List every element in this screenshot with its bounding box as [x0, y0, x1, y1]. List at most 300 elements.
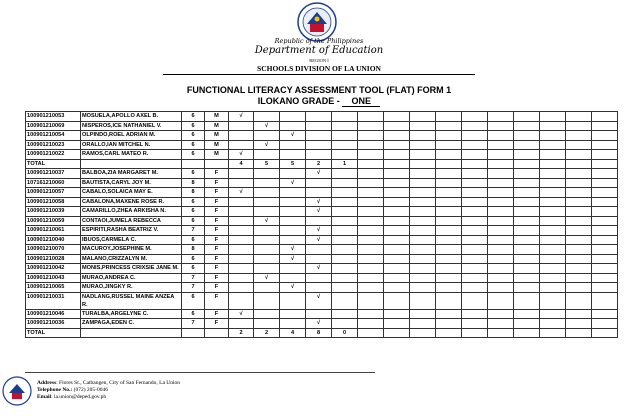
empty-cell [566, 140, 592, 150]
empty-cell [410, 131, 436, 141]
check-col-5 [332, 188, 358, 198]
empty-cell [514, 150, 540, 160]
name-cell: MONIS,PRINCESS CRIXSIE JANE M. [81, 264, 182, 274]
empty-cell [436, 159, 462, 169]
email-text: : la.union@deped.gov.ph [51, 394, 107, 400]
header-divider [163, 74, 475, 75]
empty-cell [592, 216, 618, 226]
check-col-1 [229, 121, 254, 131]
empty-cell [410, 245, 436, 255]
empty-cell [384, 131, 410, 141]
grade-label: ILOKANO GRADE - [257, 96, 340, 106]
empty-cell [514, 254, 540, 264]
empty-cell [514, 264, 540, 274]
empty-cell [540, 226, 566, 236]
empty-cell [566, 283, 592, 293]
check-col-1: √ [229, 309, 254, 319]
empty-cell [592, 245, 618, 255]
empty-cell [540, 140, 566, 150]
check-col-2 [254, 292, 280, 309]
empty-cell [566, 197, 592, 207]
empty-cell [514, 188, 540, 198]
empty-cell [592, 319, 618, 329]
empty-cell [358, 328, 384, 338]
empty-cell [592, 188, 618, 198]
check-col-1: 4 [229, 159, 254, 169]
empty-cell [540, 197, 566, 207]
empty-cell [410, 140, 436, 150]
check-col-3 [280, 207, 306, 217]
sex-cell: M [205, 131, 229, 141]
empty-cell [514, 140, 540, 150]
check-col-3 [280, 140, 306, 150]
empty-cell [384, 121, 410, 131]
lrn-cell: TOTAL [26, 328, 81, 338]
check-col-2 [254, 131, 280, 141]
check-col-3: √ [280, 283, 306, 293]
sex-cell: F [205, 188, 229, 198]
sex-cell: M [205, 150, 229, 160]
total-row [26, 159, 618, 169]
empty-cell [436, 178, 462, 188]
check-col-2 [254, 112, 280, 122]
sex-cell: F [205, 254, 229, 264]
check-col-1: √ [229, 112, 254, 122]
empty-cell [540, 188, 566, 198]
empty-cell [540, 273, 566, 283]
empty-cell [514, 273, 540, 283]
empty-cell [384, 292, 410, 309]
empty-cell [488, 264, 514, 274]
empty-cell [384, 273, 410, 283]
empty-cell [410, 178, 436, 188]
empty-cell [462, 273, 488, 283]
sex-cell: M [205, 112, 229, 122]
empty-cell [436, 292, 462, 309]
check-col-4: √ [306, 197, 332, 207]
lrn-cell: 100901210042 [26, 264, 81, 274]
check-col-1 [229, 207, 254, 217]
check-col-2: 2 [254, 328, 280, 338]
check-col-2 [254, 178, 280, 188]
empty-cell [436, 319, 462, 329]
empty-cell [384, 235, 410, 245]
empty-cell [566, 121, 592, 131]
check-col-4 [306, 178, 332, 188]
empty-cell [384, 150, 410, 160]
check-col-1 [229, 131, 254, 141]
empty-cell [436, 245, 462, 255]
sex-cell: F [205, 273, 229, 283]
empty-cell [384, 178, 410, 188]
empty-cell [514, 245, 540, 255]
check-col-5 [332, 150, 358, 160]
empty-cell [410, 283, 436, 293]
empty-cell [514, 283, 540, 293]
check-col-1 [229, 235, 254, 245]
check-col-4 [306, 273, 332, 283]
lrn-cell: 100901210040 [26, 235, 81, 245]
empty-cell [540, 264, 566, 274]
check-col-4: √ [306, 264, 332, 274]
check-col-5 [332, 140, 358, 150]
empty-cell [488, 245, 514, 255]
empty-cell [384, 283, 410, 293]
empty-cell [566, 309, 592, 319]
empty-cell [358, 207, 384, 217]
name-cell: CABALONA,MAXENE ROSE R. [81, 197, 182, 207]
check-col-3 [280, 292, 306, 309]
empty-cell [540, 235, 566, 245]
lrn-cell: 100901210023 [26, 140, 81, 150]
check-col-4 [306, 140, 332, 150]
empty-cell [488, 131, 514, 141]
empty-cell [540, 245, 566, 255]
empty-cell [436, 131, 462, 141]
name-cell: CABALO,SOLAICA MAY E. [81, 188, 182, 198]
lrn-cell: 100901210069 [26, 121, 81, 131]
check-col-4: √ [306, 235, 332, 245]
empty-cell [540, 159, 566, 169]
check-col-2 [254, 169, 280, 179]
sex-cell: F [205, 319, 229, 329]
age-cell: 6 [182, 292, 205, 309]
check-col-4 [306, 216, 332, 226]
deped-seal-logo [297, 2, 337, 42]
check-col-2 [254, 226, 280, 236]
empty-cell [540, 121, 566, 131]
empty-cell [436, 150, 462, 160]
name-cell: CONTAOI,JUMELA REBECCA [81, 216, 182, 226]
table-row [26, 226, 618, 236]
empty-cell [566, 245, 592, 255]
lrn-cell: 100901210022 [26, 150, 81, 160]
empty-cell [592, 254, 618, 264]
empty-cell [358, 309, 384, 319]
sex-cell: F [205, 283, 229, 293]
empty-cell [488, 188, 514, 198]
name-cell: TURALBA,ARGELYNE C. [81, 309, 182, 319]
age-cell: 6 [182, 150, 205, 160]
form-title: FUNCTIONAL LITERACY ASSESSMENT TOOL (FLAT) FORM 1 [186, 85, 452, 95]
empty-cell [488, 226, 514, 236]
check-col-4: √ [306, 207, 332, 217]
empty-cell [358, 245, 384, 255]
empty-cell [436, 216, 462, 226]
empty-cell [488, 319, 514, 329]
empty-cell [410, 226, 436, 236]
sex-cell [205, 328, 229, 338]
empty-cell [436, 140, 462, 150]
age-cell: 7 [182, 283, 205, 293]
check-col-1: √ [229, 150, 254, 160]
empty-cell [436, 328, 462, 338]
empty-cell [540, 283, 566, 293]
sex-cell: F [205, 207, 229, 217]
empty-cell [462, 140, 488, 150]
empty-cell [462, 245, 488, 255]
lrn-cell: 100901210053 [26, 112, 81, 122]
empty-cell [410, 273, 436, 283]
check-col-4: 2 [306, 159, 332, 169]
empty-cell [358, 131, 384, 141]
empty-cell [566, 150, 592, 160]
table-row [26, 140, 618, 150]
empty-cell [592, 328, 618, 338]
check-col-2 [254, 245, 280, 255]
empty-cell [514, 121, 540, 131]
name-cell: CAMARILLO,ZHEA ARKISHA N. [81, 207, 182, 217]
empty-cell [540, 254, 566, 264]
check-col-5 [332, 273, 358, 283]
empty-cell [462, 216, 488, 226]
empty-cell [462, 112, 488, 122]
check-col-3 [280, 197, 306, 207]
check-col-3: 5 [280, 159, 306, 169]
empty-cell [384, 264, 410, 274]
table-row [26, 121, 618, 131]
empty-cell [410, 216, 436, 226]
empty-cell [384, 159, 410, 169]
check-col-3 [280, 216, 306, 226]
total-row [26, 328, 618, 338]
name-cell [81, 159, 182, 169]
check-col-1: 2 [229, 328, 254, 338]
empty-cell [592, 178, 618, 188]
check-col-4 [306, 121, 332, 131]
age-cell: 7 [182, 226, 205, 236]
check-col-3: √ [280, 245, 306, 255]
age-cell: 6 [182, 235, 205, 245]
empty-cell [436, 188, 462, 198]
empty-cell [358, 273, 384, 283]
age-cell: 6 [182, 309, 205, 319]
empty-cell [540, 216, 566, 226]
empty-cell [436, 254, 462, 264]
empty-cell [592, 159, 618, 169]
age-cell: 6 [182, 207, 205, 217]
check-col-4 [306, 131, 332, 141]
empty-cell [436, 264, 462, 274]
check-col-4 [306, 309, 332, 319]
empty-cell [592, 150, 618, 160]
empty-cell [566, 131, 592, 141]
name-cell: ESPIRITI,RASHA BEATRIZ V. [81, 226, 182, 236]
check-col-5 [332, 112, 358, 122]
empty-cell [566, 226, 592, 236]
sex-cell: F [205, 216, 229, 226]
empty-cell [358, 112, 384, 122]
empty-cell [410, 207, 436, 217]
empty-cell [566, 188, 592, 198]
empty-cell [514, 235, 540, 245]
empty-cell [540, 112, 566, 122]
check-col-2 [254, 283, 280, 293]
empty-cell [488, 283, 514, 293]
check-col-1 [229, 319, 254, 329]
republic-label: Republic of the Philippines [274, 37, 364, 45]
empty-cell [540, 169, 566, 179]
lrn-cell: 100901210065 [26, 283, 81, 293]
check-col-2: √ [254, 140, 280, 150]
empty-cell [488, 159, 514, 169]
empty-cell [358, 235, 384, 245]
empty-cell [566, 169, 592, 179]
table-row [26, 292, 618, 309]
table-row [26, 264, 618, 274]
check-col-4: √ [306, 319, 332, 329]
empty-cell [384, 319, 410, 329]
name-cell: OLPINDO,ROEL ADRIAN M. [81, 131, 182, 141]
age-cell: 8 [182, 188, 205, 198]
sex-cell: F [205, 292, 229, 309]
empty-cell [592, 264, 618, 274]
lrn-cell: 100901210036 [26, 319, 81, 329]
empty-cell [514, 309, 540, 319]
empty-cell [410, 328, 436, 338]
empty-cell [514, 159, 540, 169]
empty-cell [462, 159, 488, 169]
empty-cell [384, 207, 410, 217]
empty-cell [384, 309, 410, 319]
empty-cell [592, 131, 618, 141]
empty-cell [410, 188, 436, 198]
sex-cell: F [205, 309, 229, 319]
age-cell: 8 [182, 245, 205, 255]
empty-cell [358, 319, 384, 329]
empty-cell [384, 328, 410, 338]
age-cell: 6 [182, 131, 205, 141]
empty-cell [384, 188, 410, 198]
check-col-1 [229, 264, 254, 274]
empty-cell [488, 150, 514, 160]
empty-cell [566, 292, 592, 309]
empty-cell [410, 197, 436, 207]
check-col-2: √ [254, 216, 280, 226]
empty-cell [358, 159, 384, 169]
empty-cell [566, 319, 592, 329]
empty-cell [384, 112, 410, 122]
check-col-1: √ [229, 188, 254, 198]
check-col-4 [306, 245, 332, 255]
empty-cell [592, 207, 618, 217]
age-cell: 6 [182, 216, 205, 226]
check-col-2 [254, 319, 280, 329]
lrn-cell: 100901210059 [26, 216, 81, 226]
table-row [26, 131, 618, 141]
empty-cell [488, 169, 514, 179]
empty-cell [384, 197, 410, 207]
check-col-4: √ [306, 226, 332, 236]
empty-cell [488, 235, 514, 245]
check-col-2 [254, 254, 280, 264]
empty-cell [488, 292, 514, 309]
empty-cell [384, 245, 410, 255]
empty-cell [358, 178, 384, 188]
empty-cell [384, 169, 410, 179]
empty-cell [410, 264, 436, 274]
empty-cell [436, 309, 462, 319]
empty-cell [410, 292, 436, 309]
empty-cell [462, 319, 488, 329]
empty-cell [358, 264, 384, 274]
age-cell: 6 [182, 140, 205, 150]
table-row [26, 245, 618, 255]
check-col-4 [306, 150, 332, 160]
check-col-1 [229, 245, 254, 255]
check-col-1 [229, 283, 254, 293]
check-col-1 [229, 197, 254, 207]
sex-cell: M [205, 140, 229, 150]
empty-cell [592, 235, 618, 245]
empty-cell [514, 226, 540, 236]
empty-cell [488, 197, 514, 207]
empty-cell [514, 319, 540, 329]
age-cell: 6 [182, 264, 205, 274]
name-cell: MURAO,JINGKY R. [81, 283, 182, 293]
empty-cell [462, 207, 488, 217]
empty-cell [540, 328, 566, 338]
lrn-cell: 100901210039 [26, 207, 81, 217]
deped-footer-logo [2, 376, 32, 406]
empty-cell [540, 292, 566, 309]
grade-value: ONE [342, 96, 380, 107]
age-cell [182, 159, 205, 169]
lrn-cell: 100901210057 [26, 188, 81, 198]
empty-cell [462, 283, 488, 293]
empty-cell [488, 328, 514, 338]
name-cell: NISPEROS,ICE NATHANIEL V. [81, 121, 182, 131]
empty-cell [436, 112, 462, 122]
check-col-3 [280, 319, 306, 329]
check-col-5 [332, 319, 358, 329]
empty-cell [592, 121, 618, 131]
empty-cell [462, 131, 488, 141]
empty-cell [566, 216, 592, 226]
name-cell: MALANO,CRIZZALYN M. [81, 254, 182, 264]
empty-cell [410, 121, 436, 131]
empty-cell [514, 328, 540, 338]
empty-cell [384, 226, 410, 236]
empty-cell [566, 254, 592, 264]
check-col-3 [280, 309, 306, 319]
check-col-3 [280, 121, 306, 131]
check-col-4 [306, 283, 332, 293]
empty-cell [488, 216, 514, 226]
check-col-5: 1 [332, 159, 358, 169]
empty-cell [462, 292, 488, 309]
check-col-1 [229, 216, 254, 226]
empty-cell [358, 216, 384, 226]
sex-cell: F [205, 197, 229, 207]
empty-cell [462, 197, 488, 207]
check-col-5 [332, 254, 358, 264]
check-col-2: 5 [254, 159, 280, 169]
table-row [26, 150, 618, 160]
empty-cell [384, 140, 410, 150]
age-cell: 6 [182, 121, 205, 131]
roster-table [25, 111, 618, 338]
name-cell: BAUTISTA,CARYL JOY M. [81, 178, 182, 188]
check-col-3 [280, 112, 306, 122]
empty-cell [488, 121, 514, 131]
empty-cell [358, 150, 384, 160]
telephone-text: (072) 205-0046 [72, 387, 108, 393]
empty-cell [436, 226, 462, 236]
check-col-3 [280, 226, 306, 236]
sex-cell: F [205, 235, 229, 245]
empty-cell [462, 235, 488, 245]
